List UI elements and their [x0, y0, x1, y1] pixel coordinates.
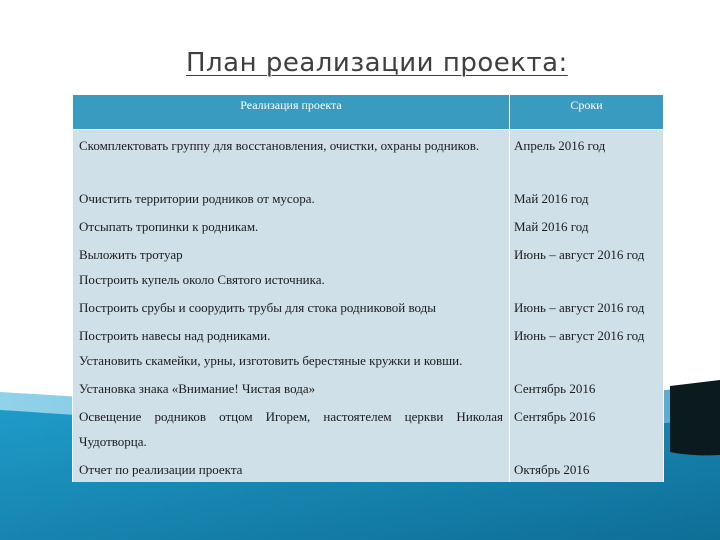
date-cell: [510, 348, 664, 373]
wave-dark-corner: [670, 380, 720, 455]
header-deadlines: Сроки: [510, 95, 664, 130]
date-cell: Сентябрь 2016: [510, 401, 664, 454]
header-implementation: Реализация проекта: [73, 95, 510, 130]
table-row: [73, 239, 664, 267]
task-cell: Построить срубы и соорудить трубы для стока родниковой воды: [73, 292, 510, 320]
table-row: [73, 183, 664, 211]
table-row: [73, 320, 664, 348]
table-row: [73, 211, 664, 239]
table-row: [73, 130, 664, 183]
task-cell: Отсыпать тропинки к родникам.: [73, 211, 510, 239]
plan-table: [72, 94, 664, 482]
table-row: [73, 401, 664, 454]
date-cell: Июнь – август 2016 год: [510, 292, 664, 320]
date-cell: [510, 267, 664, 292]
task-cell: Освещение родников отцом Игорем, настоятелем церкви Николая Чудотворца.: [73, 401, 510, 454]
date-cell: Сентябрь 2016: [510, 373, 664, 401]
date-cell: Апрель 2016 год: [510, 130, 664, 183]
date-cell: Октябрь 2016: [510, 454, 664, 482]
table-header-row: [73, 95, 664, 130]
table-row: [73, 348, 664, 373]
date-cell: Июнь – август 2016 год: [510, 239, 664, 267]
task-cell: Построить купель около Святого источника.: [73, 267, 510, 292]
task-cell: Отчет по реализации проекта: [73, 454, 510, 482]
slide-title: План реализации проекта:: [186, 48, 568, 78]
table-row: [73, 292, 664, 320]
date-cell: Май 2016 год: [510, 211, 664, 239]
table-row: [73, 267, 664, 292]
task-cell: Скомплектовать группу для восстановления, очистки, охраны родников.: [73, 130, 510, 183]
task-cell: Очистить территории родников от мусора.: [73, 183, 510, 211]
task-cell: Установить скамейки, урны, изготовить берестяные кружки и ковши.: [73, 348, 510, 373]
table-row: [73, 454, 664, 482]
task-cell: Выложить тротуар: [73, 239, 510, 267]
task-cell: Установка знака «Внимание! Чистая вода»: [73, 373, 510, 401]
date-cell: Июнь – август 2016 год: [510, 320, 664, 348]
date-cell: Май 2016 год: [510, 183, 664, 211]
table-row: [73, 373, 664, 401]
task-cell: Построить навесы над родниками.: [73, 320, 510, 348]
plan-table-container: [72, 94, 663, 482]
